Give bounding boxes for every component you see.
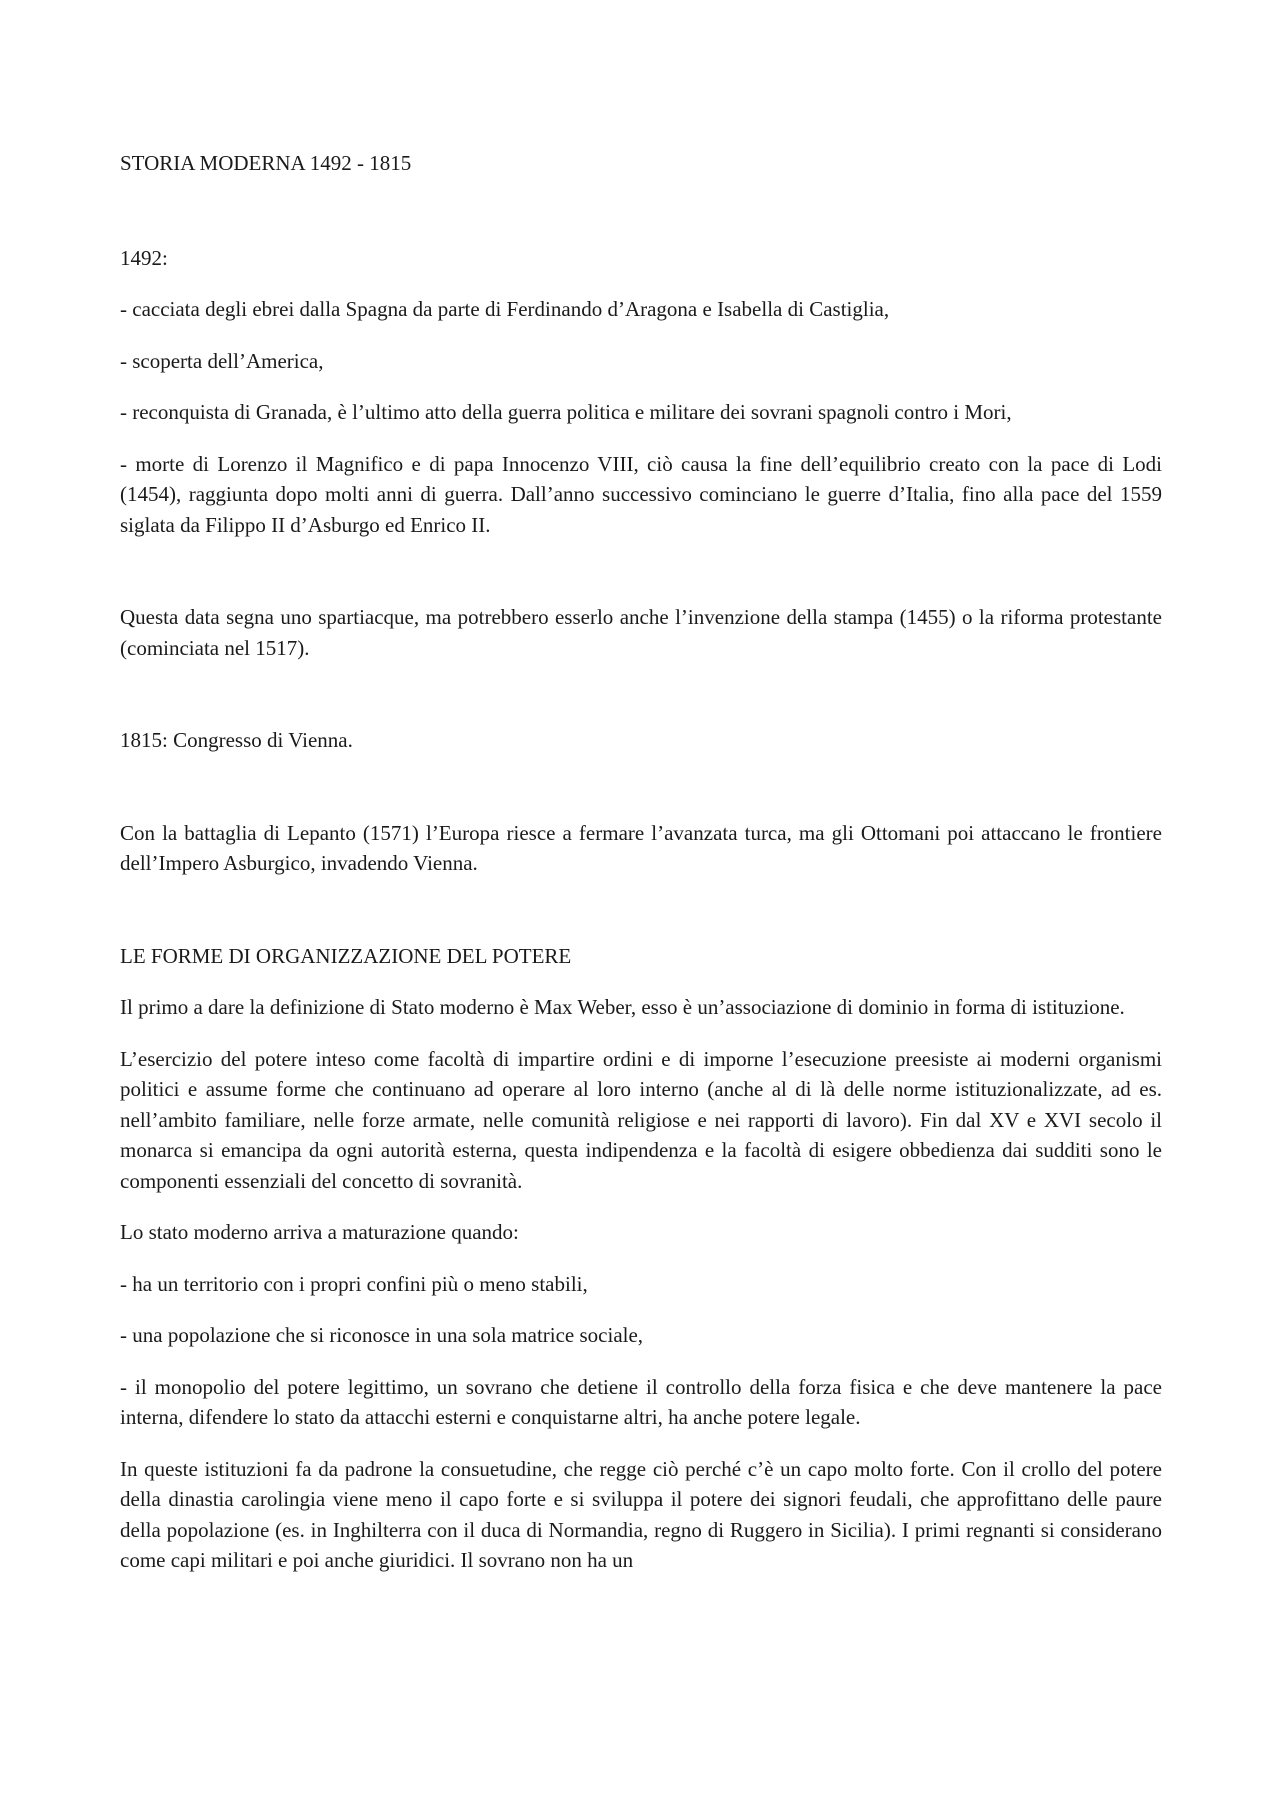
list-item: - il monopolio del potere legittimo, un sovrano che detiene il controllo della forza fisica e che deve mantenere la pace interna, difendere lo stato da attacchi esterni e conquistarne altri, ha anche potere legale. (120, 1374, 1162, 1429)
paragraph: Il primo a dare la definizione di Stato moderno è Max Weber, esso è un’associazione di dominio in forma di istituzione. (120, 995, 1125, 1019)
paragraph: L’esercizio del potere inteso come facoltà di impartire ordini e di imporne l’esecuzione preesiste ai moderni organismi politici e assume forme che continuano ad operare al loro interno (anche al di là delle norme istituzionalizzate, ad es. nell’ambito familiare, nelle forze armate, nelle comunità religiose e nei rapporti di lavoro). Fin dal XV e XVI secolo il monarca si emancipa da ogni autorità esterna, questa indipendenza e la facoltà di esigere obbedienza dai sudditi sono le componenti essenziali del concetto di sovranità. (120, 1046, 1162, 1193)
section-heading-1492: 1492: (120, 245, 168, 270)
section-heading-potere: LE FORME DI ORGANIZZAZIONE DEL POTERE (120, 943, 572, 968)
paragraph: In queste istituzioni fa da padrone la consuetudine, che regge ciò perché c’è un capo molto forte. Con il crollo del potere della dinastia carolingia viene meno il capo forte e si sviluppa il potere dei signori feudali, che approfittano delle paure della popolazione (es. in Inghilterra con il duca di Normandia, regno di Ruggero in Sicilia). I primi regnanti si considerano come capi militari e poi anche giuridici. Il sovrano non ha un (120, 1456, 1162, 1572)
list-item: - reconquista di Granada, è l’ultimo atto della guerra politica e militare dei sovrani spagnoli contro i Mori, (120, 400, 1012, 424)
list-item: - cacciata degli ebrei dalla Spagna da parte di Ferdinando d’Aragona e Isabella di Castiglia, (120, 297, 890, 321)
list-item: - ha un territorio con i propri confini più o meno stabili, (120, 1271, 588, 1296)
document-body (120, 148, 1162, 1597)
paragraph-lepanto: Con la battaglia di Lepanto (1571) l’Europa riesce a fermare l’avanzata turca, ma gli Ottomani poi attaccano le frontiere dell’Impero Asburgico, invadendo Vienna. (120, 820, 1162, 875)
list-item: - scoperta dell’America, (120, 348, 324, 373)
list-item: - morte di Lorenzo il Magnifico e di papa Innocenzo VIII, ciò causa la fine dell’equilibrio creato con la pace di Lodi (1454), raggiunta dopo molti anni di guerra. Dall’anno successivo cominciano le guerre d’Italia, fino alla pace del 1559 siglata da Filippo II d’Asburgo ed Enrico II. (120, 451, 1162, 537)
paragraph-spartiacque: Questa data segna uno spartiacque, ma potrebbero esserlo anche l’invenzione della stampa (1455) o la riforma protestante (cominciata nel 1517). (120, 605, 1162, 660)
document-title: STORIA MODERNA 1492 - 1815 (120, 151, 412, 175)
paragraph-congresso: 1815: Congresso di Vienna. (120, 728, 353, 752)
list-item: - una popolazione che si riconosce in una sola matrice sociale, (120, 1323, 644, 1347)
paragraph: Lo stato moderno arriva a maturazione quando: (120, 1220, 519, 1244)
